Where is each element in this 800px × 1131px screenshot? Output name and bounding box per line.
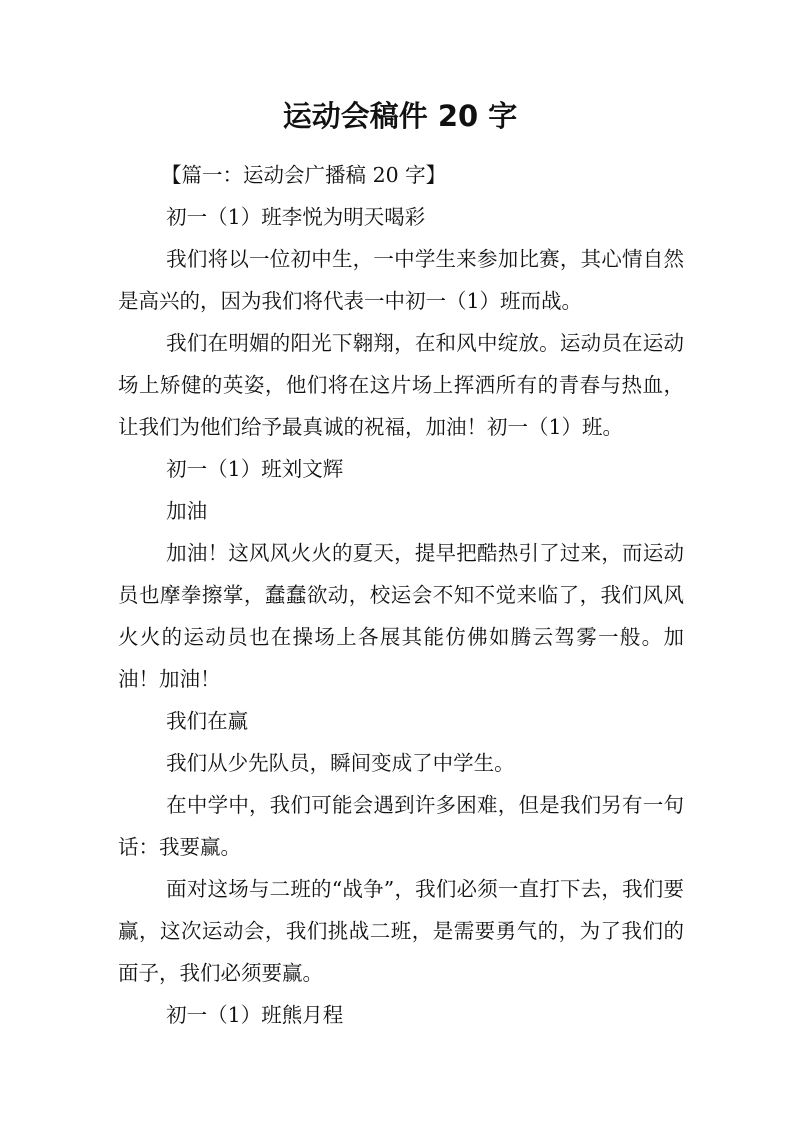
section-heading: 【篇一：运动会广播稿 20 字】 bbox=[161, 163, 447, 187]
paragraph: 在中学中，我们可能会遇到许多困难，但是我们另有一句话：我要赢。 bbox=[118, 793, 684, 859]
document-body bbox=[118, 154, 684, 1036]
byline: 初一（1）班刘文辉 bbox=[166, 457, 344, 481]
subheading: 我们在赢 bbox=[166, 709, 249, 733]
subheading: 加油 bbox=[166, 499, 208, 523]
paragraph: 我们将以一位初中生，一中学生来参加比赛，其心情自然是高兴的，因为我们将代表一中初一（1）班而战。 bbox=[118, 247, 684, 313]
paragraph: 我们从少先队员，瞬间变成了中学生。 bbox=[166, 751, 515, 775]
document-title: 运动会稿件 20 字 bbox=[282, 99, 518, 133]
paragraph: 我们在明媚的阳光下翱翔，在和风中绽放。运动员在运动场上矫健的英姿，他们将在这片场上挥洒所有的青春与热血，让我们为他们给予最真诚的祝福，加油！初一（1）班。 bbox=[118, 331, 684, 439]
byline: 初一（1）班熊月程 bbox=[166, 1003, 344, 1027]
paragraph: 加油！这风风火火的夏天，提早把酷热引了过来，而运动员也摩拳擦掌，蠢蠢欲动，校运会不知不觉来临了，我们风风火火的运动员也在操场上各展其能仿佛如腾云驾雾一般。加油！加油！ bbox=[118, 541, 684, 691]
paragraph: 面对这场与二班的“战争”，我们必须一直打下去，我们要赢，这次运动会，我们挑战二班，是需要勇气的，为了我们的面子，我们必须要赢。 bbox=[118, 877, 684, 985]
byline: 初一（1）班李悦为明天喝彩 bbox=[166, 205, 426, 229]
